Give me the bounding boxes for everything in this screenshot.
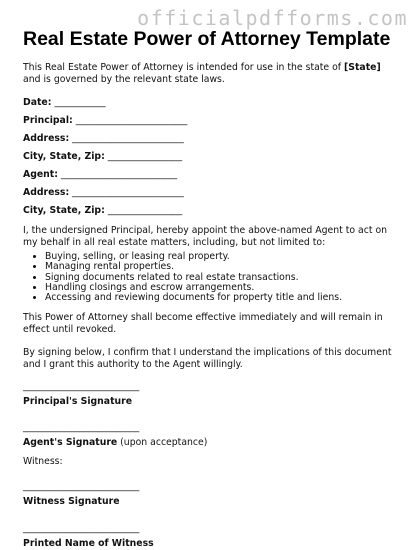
page-title: Real Estate Power of Attorney Template: [23, 28, 391, 50]
date-field[interactable]: [23, 97, 401, 115]
agent-address-blank[interactable]: ________________________: [72, 187, 184, 198]
agent-signature-label: [23, 437, 401, 449]
witness-signature-line[interactable]: _________________________: [23, 481, 140, 493]
agent-field[interactable]: [23, 169, 401, 187]
list-item: • Handling closings and escrow arrangements.: [45, 283, 401, 293]
agent-city-label: City, State, Zip:: [23, 205, 105, 216]
principal-signature-line[interactable]: _________________________: [23, 381, 140, 393]
principal-blank[interactable]: ________________________: [75, 115, 188, 126]
principal-address-blank[interactable]: ________________________: [72, 133, 184, 144]
powers-list: [23, 252, 401, 303]
list-item: • Managing rental properties.: [45, 262, 401, 272]
witness-name-line[interactable]: _________________________: [23, 523, 140, 535]
principal-address-field[interactable]: [23, 133, 401, 151]
list-item: • Accessing and reviewing documents for property title and liens.: [45, 293, 401, 303]
witness-signature-label: Witness Signature: [23, 496, 120, 508]
confirmation-paragraph: By signing below, I confirm that I understand the implications of this document and I grant this authority to the Agent willingly.: [23, 347, 392, 371]
principal-address-label: Address:: [23, 133, 70, 144]
intro-text-start: This Real Estate Power of Attorney is intended for use in the state of: [23, 62, 345, 73]
document-page: [23, 28, 401, 550]
agent-signature-text: Agent's Signature: [23, 437, 118, 449]
agent-address-field[interactable]: [23, 187, 401, 205]
principal-signature-label: Principal's Signature: [23, 396, 133, 408]
agent-blank[interactable]: _________________________: [60, 169, 178, 180]
date-label: Date:: [23, 97, 52, 108]
intro-text-end: and is governed by the relevant state laws.: [23, 74, 225, 85]
principal-field[interactable]: [23, 115, 401, 133]
agent-label: Agent:: [23, 169, 58, 180]
list-item: • Signing documents related to real estate transactions.: [45, 273, 401, 283]
agent-signature-note: (upon acceptance): [117, 437, 208, 449]
agent-signature-line[interactable]: _________________________: [23, 422, 140, 434]
party-fields: [23, 97, 401, 223]
agent-address-label: Address:: [23, 187, 70, 198]
watermark-logo: officialpdfforms.com: [137, 6, 408, 30]
appointment-paragraph: I, the undersigned Principal, hereby appoint the above-named Agent to act on my behalf in all real estate matters, including, but not limited to:: [23, 225, 388, 248]
witness-label: Witness:: [23, 456, 63, 468]
date-blank[interactable]: ___________: [54, 97, 106, 108]
principal-label: Principal:: [23, 115, 73, 126]
principal-city-label: City, State, Zip:: [23, 151, 105, 162]
principal-city-field[interactable]: [23, 151, 401, 169]
effective-paragraph: This Power of Attorney shall become effective immediately and will remain in effect until revoked.: [23, 312, 383, 336]
list-item: • Buying, selling, or leasing real property.: [45, 252, 401, 262]
witness-name-label: Printed Name of Witness: [23, 538, 154, 550]
principal-city-blank[interactable]: ________________: [107, 151, 183, 162]
agent-city-blank[interactable]: ________________: [107, 205, 183, 216]
state-placeholder: [State]: [344, 62, 381, 73]
agent-city-field[interactable]: [23, 205, 401, 223]
intro-paragraph: [23, 62, 401, 86]
